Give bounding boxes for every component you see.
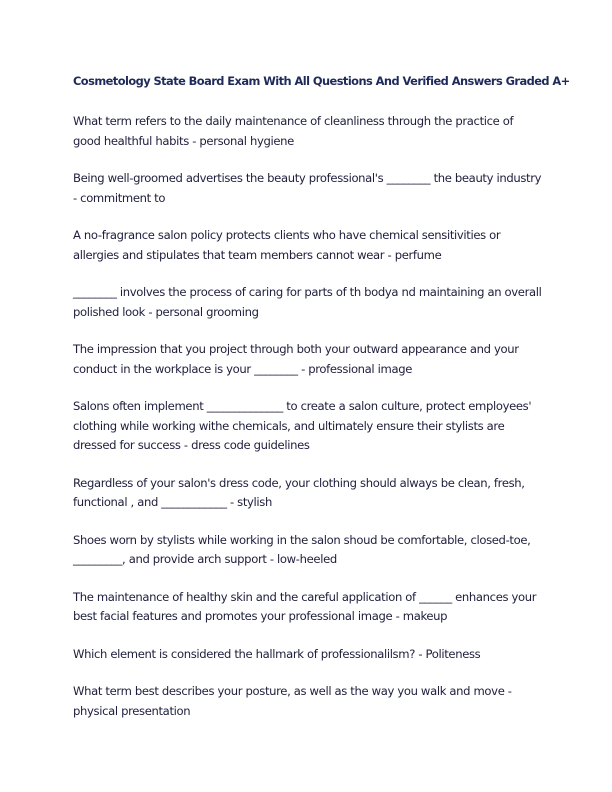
qa-item-1: What term refers to the daily maintenance of cleanliness through the practice of good healthful habits - personal hygiene [73, 114, 514, 148]
qa-item-11: What term best describes your posture, as well as the way you walk and move - physical presentation [73, 684, 512, 718]
qa-item-6: Salons often implement ______________ to create a salon culture, protect employees' clothing while working withe chemicals, and ultimately ensure their stylists are dressed for success - dress code guidelines [73, 399, 532, 452]
qa-item-2: Being well-groomed advertises the beauty professional's ________ the beauty industry - commitment to [73, 171, 542, 205]
qa-item-5: The impression that you project through both your outward appearance and your conduct in the workplace is your ________ - professional image [73, 342, 519, 376]
document-title: Cosmetology State Board Exam With All Questions And Verified Answers Graded A+ [73, 74, 570, 88]
qa-item-8: Shoes worn by stylists while working in the salon shoud be comfortable, closed-toe, _________, and provide arch support - low-heeled [73, 532, 531, 566]
qa-item-4: ________ involves the process of caring for parts of th bodya nd maintaining an overall polished look - personal grooming [73, 285, 542, 319]
qa-item-3: A no-fragrance salon policy protects clients who have chemical sensitivities or allergies and stipulates that team members cannot wear - perfume [73, 228, 501, 262]
qa-item-10: Which element is considered the hallmark of professionalilsm? - Politeness [73, 646, 481, 661]
qa-item-7: Regardless of your salon's dress code, your clothing should always be clean, fresh, functional , and ____________ - stylish [73, 475, 525, 509]
question-answer-list [73, 112, 543, 739]
qa-item-9: The maintenance of healthy skin and the careful application of ______ enhances your best facial features and promotes your professional image - makeup [73, 589, 537, 623]
